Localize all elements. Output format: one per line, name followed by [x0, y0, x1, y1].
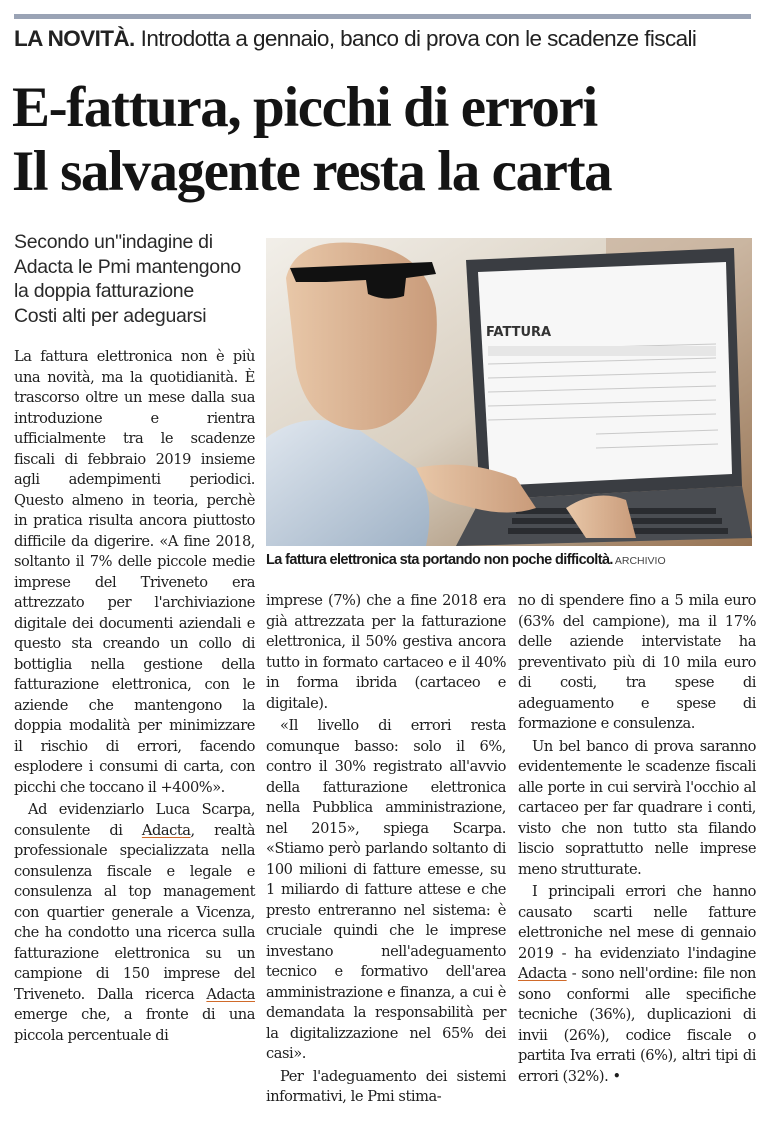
company-name-adacta: Adacta	[206, 985, 255, 1003]
kicker-label: LA NOVITÀ.	[14, 26, 135, 51]
body-column-1	[14, 347, 255, 1048]
paragraph: La fattura elettronica non è più una novità, ma la quotidianità. È trascorso oltre un mese dalla sua introduzione e rientra ufficialmente tra le scadenze fiscali di febbraio 2019 insieme agli adempimenti periodici. Questo almeno in teoria, perchè in pratica risulta ancora piuttosto difficile da digerire. «A fine 2018, soltanto il 7% delle piccole medie imprese del Triveneto era attrezzato per l'archiviazione digitale dei documenti aziendali e questo sta creando un collo di bottiglia nella gestione della fatturazione elettronica, con le aziende che mantengono la doppia modalità per minimizzare il rischio di errori, facendo esplodere i consumi di carta, con picchi che toccano il +400%».	[14, 348, 255, 796]
company-name-adacta: Adacta	[518, 965, 567, 982]
kicker-text: Introdotta a gennaio, banco di prova con le scadenze fiscali	[140, 26, 697, 51]
subheadline	[14, 230, 259, 328]
photo-caption	[266, 552, 756, 568]
subhead-line-3: la doppia fatturazione	[14, 280, 194, 302]
paragraph: imprese (7%) che a fine 2018 era già attrezzata per la fatturazione elettronica, il 50% gestiva ancora tutto in formato cartaceo e il 40% in forma ibrida (cartaceo e digitale).	[266, 592, 506, 712]
headline	[12, 76, 611, 204]
text-run: emerge che, a fronte di una piccola percentuale di	[14, 1006, 255, 1044]
headline-line-2: Il salvagente resta la carta	[12, 140, 612, 203]
caption-text: La fattura elettronica sta portando non poche difficoltà.	[266, 552, 613, 568]
paragraph: Un bel banco di prova saranno evidentemente le scadenze fiscali alle porte in cui servirà l'occhio al cartaceo per far quadrare i conti, visto che non tutto sta filando liscio soprattutto nelle imprese meno strutturate.	[518, 737, 756, 878]
body-column-2	[266, 591, 506, 1110]
top-rule	[14, 14, 751, 19]
body-column-3	[518, 591, 756, 1089]
caption-credit: ARCHIVIO	[614, 555, 666, 567]
paragraph: no di spendere fino a 5 mila euro (63% del campione), ma il 17% delle aziende intervistate ha preventivato più di 10 mila euro di costi, tra spese di adeguamento e spese di formazione e consulenza.	[518, 592, 756, 732]
text-run: , realtà professionale specializzata nella consulenza fiscale e legale e consulenza al top management con quartier generale a Vicenza, che ha condotto una ricerca sulla fatturazione elettronica su un campione di 150 imprese del Triveneto. Dalla ricerca	[14, 821, 255, 1003]
text-run: Ad evidenziarlo Luca Scarpa, consulente di	[14, 801, 255, 839]
paragraph: Per l'adeguamento dei sistemi informativi, le Pmi stima-	[266, 1067, 506, 1105]
text-run: - sono nell'ordine: file non sono conformi alle specifiche tecniche (36%), duplicazioni di invii (26%), codice fiscale o partita Iva errati (6%), altri tipi di errori (32%). •	[518, 965, 756, 1085]
photo-document-title: FATTURA	[486, 325, 552, 340]
subhead-line-1: Secondo un"indagine di	[14, 231, 213, 253]
article-photo	[266, 238, 752, 546]
subhead-line-2: Adacta le Pmi mantengono	[14, 255, 241, 278]
paragraph	[518, 882, 756, 1087]
headline-line-1: E-fattura, picchi di errori	[12, 76, 597, 139]
paragraph: «Il livello di errori resta comunque basso: solo il 6%, contro il 30% registrato all'avvio della fatturazione elettronica nella Pubblica amministrazione, nel 2015», spiega Scarpa. «Stiamo però parlando soltanto di 100 milioni di fatture emesse, su 1 miliardo di fatture attese e che presto entreranno nel sistema: è cruciale quindi che le imprese investano nell'adeguamento tecnico e formativo dell'area amministrazione e finanza, a cui è demandata la responsabilità per la digitalizzazione nel 65% dei casi».	[266, 717, 506, 1062]
text-run: I principali errori che hanno causato scarti nelle fatture elettroniche nel mese di gennaio 2019 - ha evidenziato l'indagine	[518, 883, 756, 962]
subhead-line-4: Costi alti per adeguarsi	[14, 304, 207, 327]
company-name-adacta: Adacta	[141, 821, 191, 839]
paragraph	[14, 800, 255, 1046]
kicker	[14, 26, 759, 52]
